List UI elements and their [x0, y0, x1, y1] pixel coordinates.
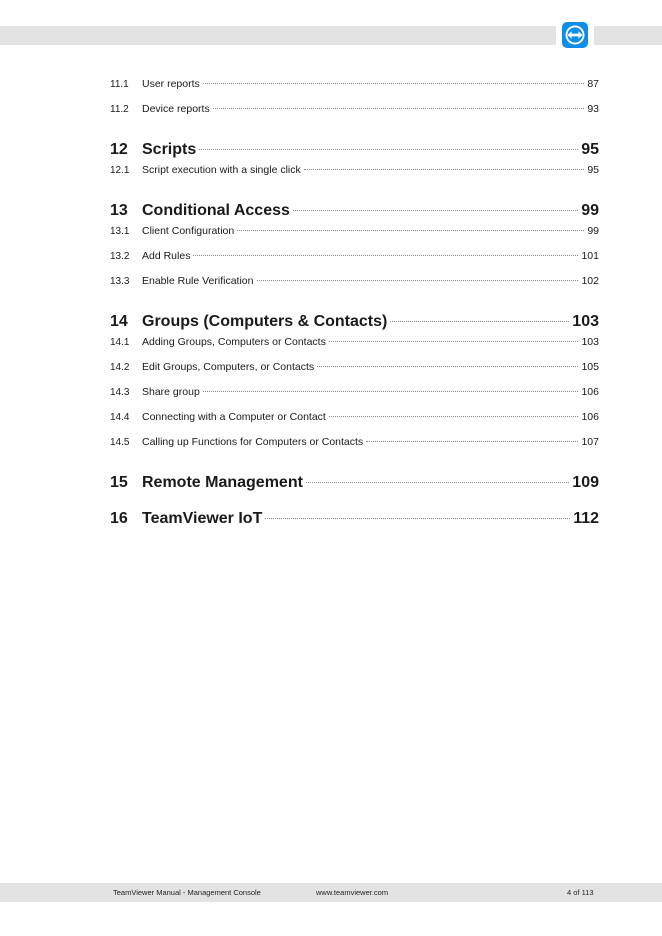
- toc-entry-number: 14.1: [110, 337, 130, 348]
- toc-entry-page: 93: [587, 103, 599, 115]
- toc-entry-title: TeamViewer IoT: [142, 510, 263, 527]
- toc-entry-page: 106: [581, 386, 599, 398]
- toc-leader-dots: [306, 482, 569, 483]
- toc-chapter-entry[interactable]: [110, 510, 599, 533]
- table-of-contents: [110, 78, 599, 533]
- toc-section-entry[interactable]: [110, 275, 599, 300]
- toc-leader-dots: [390, 321, 569, 322]
- toc-section-entry[interactable]: [110, 336, 599, 361]
- toc-entry-title: Groups (Computers & Contacts): [142, 313, 388, 330]
- toc-entry-number: 13.2: [110, 251, 130, 262]
- toc-entry-number: 15: [110, 474, 128, 491]
- toc-leader-dots: [193, 255, 578, 256]
- toc-entry-number: 12.1: [110, 165, 130, 176]
- toc-entry-title: Conditional Access: [142, 202, 290, 219]
- toc-chapter-entry[interactable]: [110, 141, 599, 164]
- toc-leader-dots: [199, 149, 578, 150]
- toc-leader-dots: [329, 341, 579, 342]
- toc-entry-page: 95: [581, 141, 599, 158]
- toc-entry-title: Device reports: [142, 103, 210, 115]
- toc-entry-title: Add Rules: [142, 250, 191, 262]
- toc-entry-number: 11.1: [110, 79, 129, 90]
- footer: [0, 883, 662, 902]
- footer-page-indicator: 4 of 113: [567, 888, 594, 897]
- toc-section-entry[interactable]: [110, 164, 599, 189]
- toc-entry-title: Enable Rule Verification: [142, 275, 254, 287]
- toc-leader-dots: [293, 210, 578, 211]
- toc-entry-title: Adding Groups, Computers or Contacts: [142, 336, 326, 348]
- toc-entry-page: 87: [587, 78, 599, 90]
- toc-entry-title: Edit Groups, Computers, or Contacts: [142, 361, 315, 373]
- teamviewer-logo-icon: [562, 22, 588, 48]
- toc-entry-title: Client Configuration: [142, 225, 235, 237]
- toc-entry-page: 101: [581, 250, 599, 262]
- toc-entry-number: 16: [110, 510, 128, 527]
- toc-entry-number: 13.1: [110, 226, 130, 237]
- toc-leader-dots: [203, 391, 579, 392]
- toc-section-entry[interactable]: [110, 411, 599, 436]
- toc-section-entry[interactable]: [110, 225, 599, 250]
- toc-leader-dots: [203, 83, 585, 84]
- toc-entry-page: 106: [581, 411, 599, 423]
- toc-entry-number: 14.5: [110, 437, 130, 448]
- toc-section-entry[interactable]: [110, 386, 599, 411]
- toc-entry-page: 112: [573, 510, 599, 527]
- toc-entry-number: 14: [110, 313, 128, 330]
- toc-entry-page: 107: [581, 436, 599, 448]
- toc-section-entry[interactable]: [110, 103, 599, 128]
- toc-section-entry[interactable]: [110, 78, 599, 103]
- toc-chapter-entry[interactable]: [110, 474, 599, 497]
- toc-leader-dots: [304, 169, 585, 170]
- toc-section-entry[interactable]: [110, 250, 599, 275]
- toc-entry-number: 11.2: [110, 104, 129, 115]
- toc-leader-dots: [257, 280, 579, 281]
- toc-entry-page: 105: [581, 361, 599, 373]
- footer-document-title: TeamViewer Manual - Management Console: [113, 888, 261, 897]
- toc-entry-page: 103: [572, 313, 599, 330]
- toc-entry-page: 109: [572, 474, 599, 491]
- toc-chapter-entry[interactable]: [110, 202, 599, 225]
- toc-entry-title: Remote Management: [142, 474, 303, 491]
- toc-leader-dots: [265, 518, 570, 519]
- toc-entry-title: Share group: [142, 386, 200, 398]
- toc-entry-number: 13: [110, 202, 128, 219]
- toc-entry-page: 103: [581, 336, 599, 348]
- toc-leader-dots: [317, 366, 578, 367]
- toc-entry-title: User reports: [142, 78, 200, 90]
- toc-section-entry[interactable]: [110, 436, 599, 461]
- toc-entry-number: 14.4: [110, 412, 130, 423]
- footer-website: www.teamviewer.com: [316, 888, 389, 897]
- toc-entry-title: Scripts: [142, 141, 197, 158]
- toc-entry-number: 14.2: [110, 362, 130, 373]
- toc-entry-page: 102: [581, 275, 599, 287]
- toc-entry-page: 95: [587, 164, 599, 176]
- toc-entry-number: 13.3: [110, 276, 130, 287]
- toc-section-entry[interactable]: [110, 361, 599, 386]
- toc-chapter-entry[interactable]: [110, 313, 599, 336]
- toc-leader-dots: [237, 230, 584, 231]
- toc-leader-dots: [329, 416, 579, 417]
- toc-leader-dots: [213, 108, 585, 109]
- toc-entry-page: 99: [581, 202, 599, 219]
- logo-container: [556, 20, 594, 50]
- toc-entry-number: 14.3: [110, 387, 130, 398]
- toc-entry-title: Calling up Functions for Computers or Contacts: [142, 436, 364, 448]
- toc-entry-title: Script execution with a single click: [142, 164, 301, 176]
- toc-entry-title: Connecting with a Computer or Contact: [142, 411, 326, 423]
- toc-leader-dots: [366, 441, 578, 442]
- toc-entry-number: 12: [110, 141, 128, 158]
- toc-entry-page: 99: [587, 225, 599, 237]
